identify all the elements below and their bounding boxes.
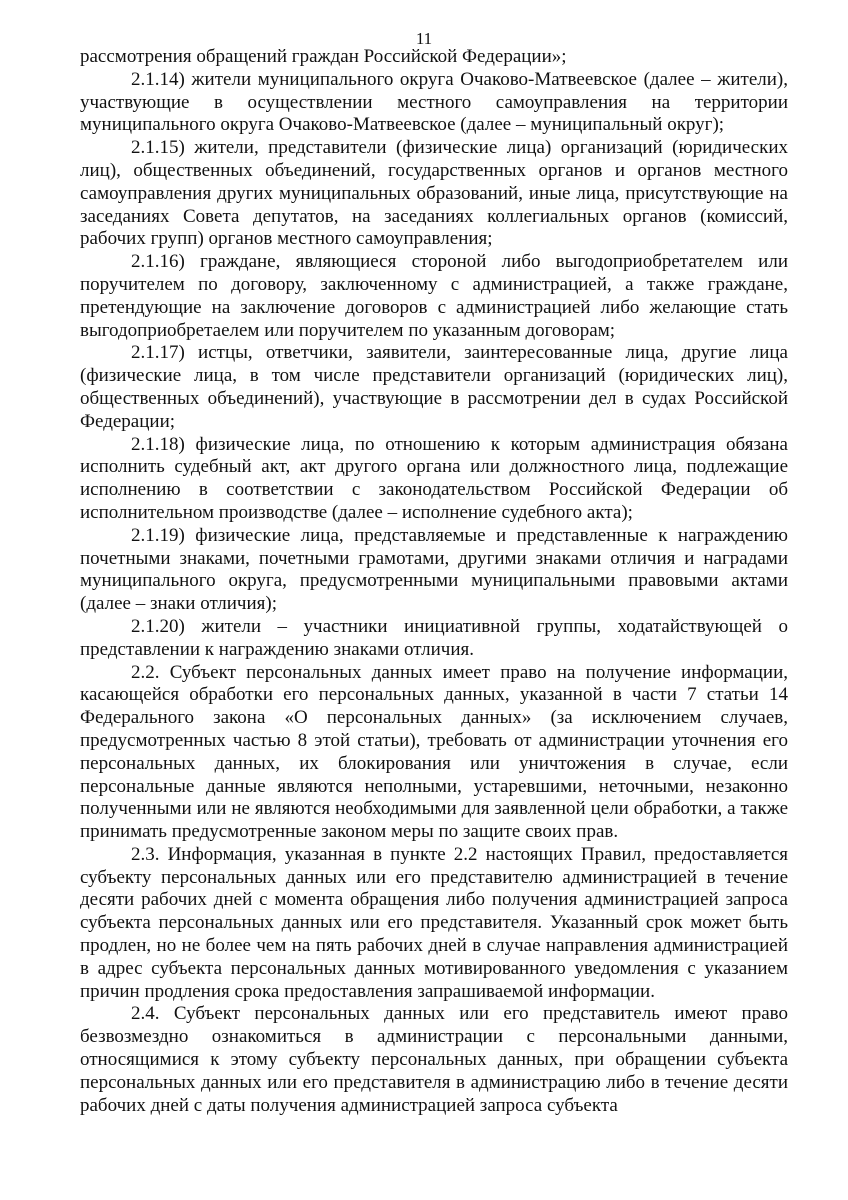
paragraph-2-4: 2.4. Субъект персональных данных или его представитель имеют право безвозмездно ознакомиться в администрации с персональными данными, относящимися к этому субъекту персональных данных, при обращении субъекта персональных данных или его представителя в администрацию либо в течение десяти рабочих дней с даты получения администрацией запроса субъекта	[80, 1003, 788, 1116]
paragraph-2-1-18: 2.1.18) физические лица, по отношению к которым администрация обязана исполнить судебный акт, акт другого органа или должностного лица, подлежащие исполнению в соответствии с законодательством Российской Федерации об исполнительном производстве (далее – исполнение судебного акта);	[80, 433, 788, 523]
paragraph-2-1-14: 2.1.14) жители муниципального округа Очаково-Матвеевское (далее – жители), участвующие в осуществлении местного самоуправления на территории муниципального округа Очаково-Матвеевское (далее – муниципальный округ);	[80, 68, 788, 136]
paragraph-2-1-19: 2.1.19) физические лица, представляемые и представленные к награждению почетными знаками, почетными грамотами, другими знаками отличия и наградами муниципального округа, предусмотренными муниципальными правовыми актами (далее – знаки отличия);	[80, 524, 788, 615]
paragraph-2-1-17: 2.1.17) истцы, ответчики, заявители, заинтересованные лица, другие лица (физические лица, в том числе представители организаций (юридических лиц), общественных объединений), участвующие в рассмотрении дел в судах Российской Федерации;	[80, 342, 788, 432]
paragraph-2-1-15: 2.1.15) жители, представители (физические лица) организаций (юридических лиц), общественных объединений, государственных органов и органов местного самоуправления других муниципальных образований, иные лица, присутствующие на заседаниях Совета депутатов, на заседаниях коллегиальных органов (комиссий, рабочих групп) органов местного самоуправления;	[80, 137, 788, 250]
paragraph-continuation: рассмотрения обращений граждан Российской Федерации»;	[80, 46, 567, 67]
paragraph-2-3: 2.3. Информация, указанная в пункте 2.2 настоящих Правил, предоставляется субъекту персональных данных или его представителю администрацией в течение десяти рабочих дней с момента обращения либо получения администрацией запроса субъекта персональных данных или его представителя. Указанный срок может быть продлен, но не более чем на пять рабочих дней в случае направления администрацией в адрес субъекта персональных данных мотивированного уведомления с указанием причин продления срока предоставления запрашиваемой информации.	[80, 843, 788, 1002]
paragraph-2-1-20: 2.1.20) жители – участники инициативной группы, ходатайствующей о представлении к награждению знаками отличия.	[80, 615, 788, 660]
document-body	[80, 46, 788, 1117]
paragraph-2-1-16: 2.1.16) граждане, являющиеся стороной либо выгодоприобретателем или поручителем по договору, заключенному с администрацией, а также граждане, претендующие на заключение договоров с администрацией либо желающие стать выгодоприобретаелем или поручителем по указанным договорам;	[80, 251, 788, 341]
page-number: 11	[415, 29, 433, 48]
paragraph-2-2: 2.2. Субъект персональных данных имеет право на получение информации, касающейся обработки его персональных данных, указанной в части 7 статьи 14 Федерального закона «О персональных данных» (за исключением случаев, предусмотренных частью 8 этой статьи), требовать от администрации уточнения его персональных данных, их блокирования или уничтожения в случае, если персональные данные являются неполными, устаревшими, неточными, незаконно полученными или не являются необходимыми для заявленной цели обработки, а также принимать предусмотренные законом меры по защите своих прав.	[80, 661, 788, 843]
